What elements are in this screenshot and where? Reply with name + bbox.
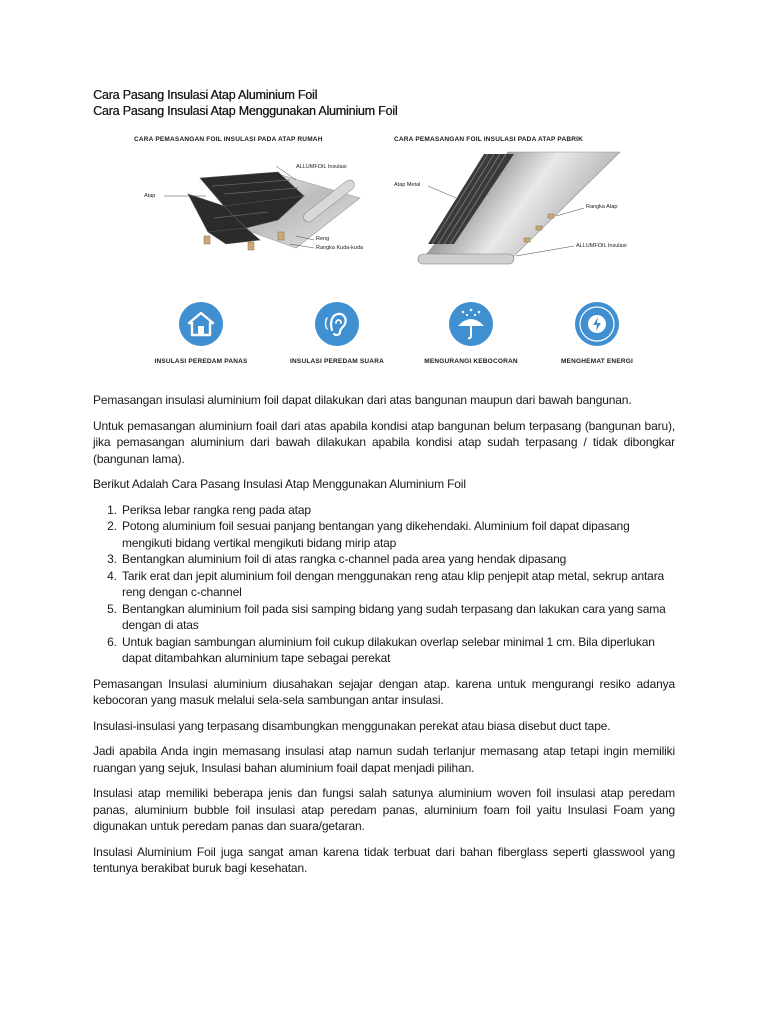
paragraph-2: Untuk pemasangan aluminium foail dari atas apabila kondisi atap bangunan belum terpasang (bangunan baru), jika pemasangan aluminium dari bawah dilakukan apabila kondisi atap sudah terpasang / tidak dibongkar (bangunan lama).	[93, 418, 675, 466]
factory-diagram-title: CARA PEMASANGAN FOIL INSULASI PADA ATAP PABRIK	[394, 136, 584, 143]
benefit-label-sound: INSULASI PEREDAM SUARA	[290, 358, 384, 365]
paragraph-7: Insulasi atap memiliki beberapa jenis dan fungsi salah satunya aluminium woven foil insulasi atap peredam panas, aluminium bubble foil insulasi atap peredam panas, aluminium foam foil yaitu Insulasi Foam yang digunakan untuk peredam panas dan suara/getaran.	[93, 786, 675, 833]
step-item: 1. Periksa lebar rangka reng pada atap	[120, 502, 675, 519]
benefit-label-heat: INSULASI PEREDAM PANAS	[154, 358, 248, 365]
energy-badge-icon	[575, 302, 619, 346]
article-body	[93, 392, 675, 886]
label-atap-metal: Atap Metal	[394, 182, 421, 188]
title-line-2: Cara Pasang Insulasi Atap Menggunakan Aluminium Foil	[93, 104, 398, 118]
paragraph-1: Pemasangan insulasi aluminium foil dapat dilakukan dari atas bangunan maupun dari bawah bangunan.	[93, 393, 632, 407]
title-line-1: Cara Pasang Insulasi Atap Aluminium Foil	[93, 88, 318, 102]
benefit-label-leak: MENGURANGI KEBOCORAN	[424, 358, 518, 365]
paragraph-5: Insulasi-insulasi yang terpasang disambungkan menggunakan perekat atau biasa disebut duct tape.	[93, 718, 611, 733]
label-allumfoil-factory: ALLUMFOIL Insulasi	[576, 243, 627, 249]
house-icon	[179, 302, 223, 346]
document-titles	[93, 87, 397, 119]
step-item: 5. Bentangkan aluminium foil pada sisi samping bidang yang sudah terpasang dan lakukan cara yang sama dengan di atas	[120, 601, 675, 634]
ear-icon	[315, 302, 359, 346]
benefit-heat-insulation	[136, 302, 266, 365]
factory-roof-illustration	[388, 136, 678, 266]
house-roof-diagram	[128, 136, 398, 261]
benefit-label-energy: MENGHEMAT ENERGI	[560, 358, 634, 365]
step-item: 6. Untuk bagian sambungan aluminium foil cukup dilakukan overlap selebar minimal 1 cm. Bila diperlukan dapat ditambahkan aluminium tape sebagai perekat	[120, 634, 675, 667]
house-roof-illustration	[128, 136, 398, 261]
label-rangka-atap: Rangka Atap	[586, 204, 618, 210]
label-atap: Atap	[144, 193, 156, 199]
paragraph-3: Berikut Adalah Cara Pasang Insulasi Atap Menggunakan Aluminium Foil	[93, 477, 466, 491]
benefit-energy-saving	[532, 302, 662, 365]
benefit-sound-insulation	[272, 302, 402, 365]
label-reng: Reng	[316, 236, 330, 242]
house-diagram-title: CARA PEMASANGAN FOIL INSULASI PADA ATAP RUMAH	[134, 136, 323, 143]
step-item: 2. Potong aluminium foil sesuai panjang bentangan yang dikehendaki. Aluminium foil dapat dipasang mengikuti bidang vertikal mengikuti bidang mirip atap	[120, 518, 675, 551]
step-item: 4. Tarik erat dan jepit aluminium foil dengan menggunakan reng atau klip penjepit atap metal, sekrup antara reng dengan c-channel	[120, 568, 675, 601]
step-item: 3. Bentangkan aluminium foil di atas rangka c-channel pada area yang hendak dipasang	[120, 551, 675, 568]
paragraph-4: Pemasangan Insulasi aluminium diusahakan sejajar dengan atap. karena untuk mengurangi resiko adanya kebocoran yang masuk melalui sela-sela sambungan antar insulasi.	[93, 676, 675, 707]
factory-roof-diagram	[388, 136, 678, 266]
installation-steps	[93, 502, 675, 667]
umbrella-icon	[449, 302, 493, 346]
label-rangka-kuda-kuda: Rangka Kuda-kuda	[316, 245, 364, 251]
benefit-leak-reduction	[406, 302, 536, 365]
paragraph-6: Jadi apabila Anda ingin memasang insulasi atap namun sudah terlanjur memasang atap tetapi ingin memiliki ruangan yang sejuk, Insulasi bahan aluminium foail dapat menjadi pilihan.	[93, 744, 675, 775]
benefit-icons-row	[150, 302, 634, 372]
paragraph-8: Insulasi Aluminium Foil juga sangat aman karena tidak terbuat dari bahan fiberglass seperti glasswool yang tentunya berakibat buruk bagi kesehatan.	[93, 844, 675, 875]
label-allumfoil-house: ALLUMFOIL Insulasi	[296, 164, 347, 170]
